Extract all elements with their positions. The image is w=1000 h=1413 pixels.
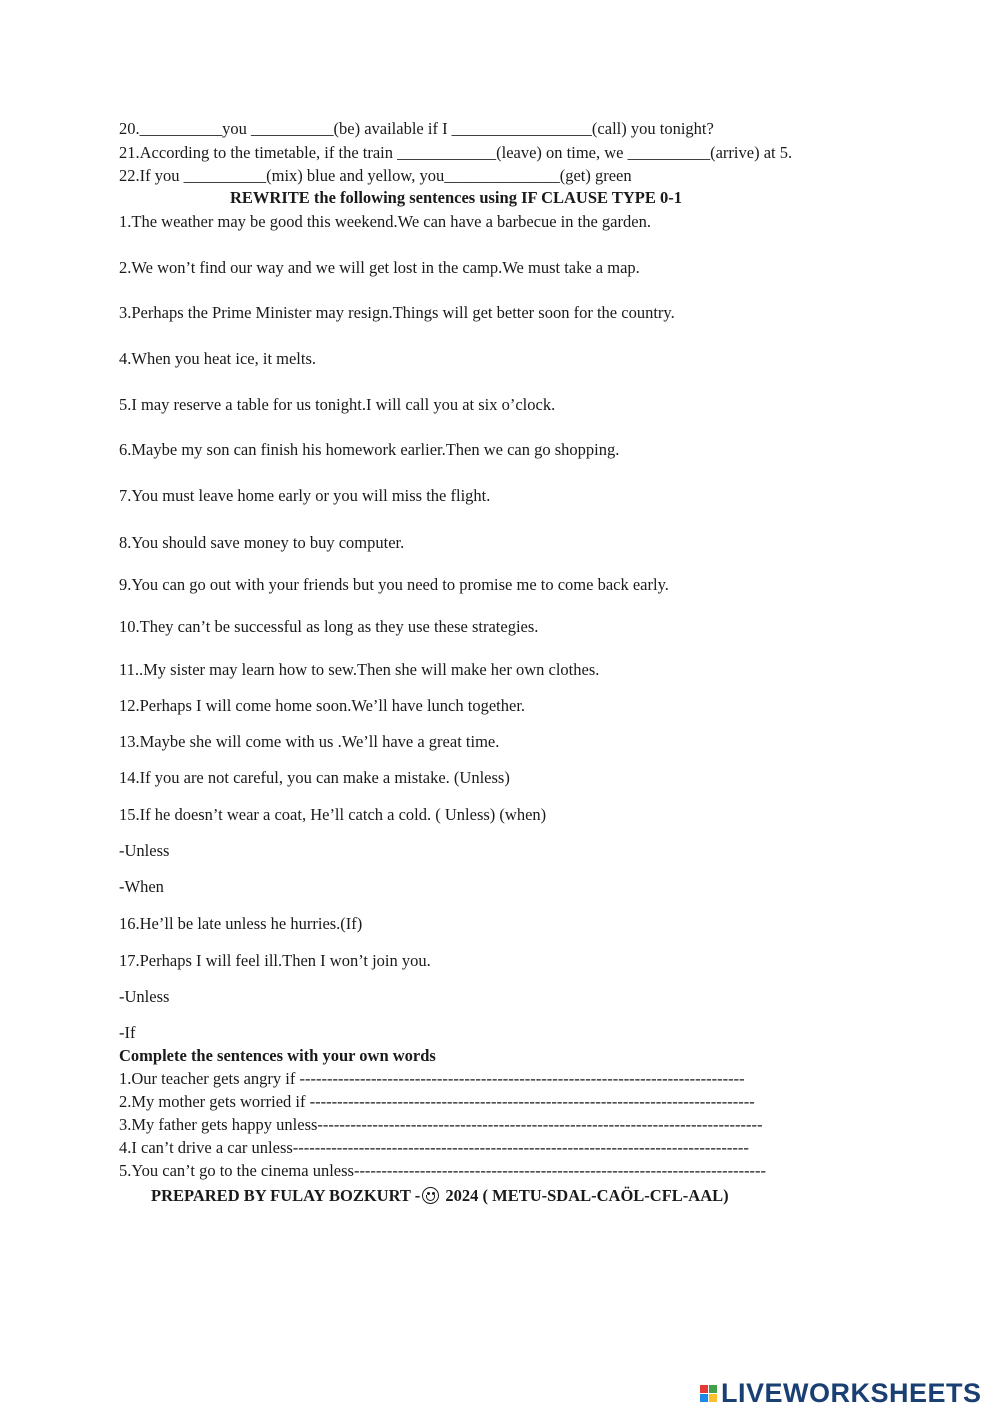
prepared-by-year-org: 2024 ( METU-SDAL-CAÖL-CFL-AAL) [441, 1186, 729, 1205]
liveworksheets-logo-text: LIVEWORKSHEETS [721, 1377, 982, 1408]
question-22: 22.If you __________(mix) blue and yellow, you______________(get) green [119, 166, 632, 185]
rewrite-item-3: 3.Perhaps the Prime Minister may resign.Things will get better soon for the country. [119, 303, 675, 322]
complete-heading: Complete the sentences with your own words [119, 1046, 436, 1065]
rewrite-item-8: 8.You should save money to buy computer. [119, 533, 405, 552]
rewrite-item-2: 2.We won’t find our way and we will get lost in the camp.We must take a map. [119, 258, 640, 277]
complete-item-3: 3.My father gets happy unless--------------------------------------------------------------------------------- [119, 1115, 763, 1134]
rewrite-sub-if: -If [119, 1023, 136, 1042]
question-20: 20.__________you __________(be) available if I _________________(call) you tonight? [119, 119, 714, 138]
rewrite-sub-when: -When [119, 877, 164, 896]
complete-item-2: 2.My mother gets worried if --------------------------------------------------------------------------------- [119, 1092, 755, 1111]
rewrite-item-4: 4.When you heat ice, it melts. [119, 349, 317, 368]
rewrite-item-16: 16.He’ll be late unless he hurries.(If) [119, 914, 363, 933]
rewrite-item-17: 17.Perhaps I will feel ill.Then I won’t join you. [119, 951, 431, 970]
rewrite-item-12: 12.Perhaps I will come home soon.We’ll have lunch together. [119, 696, 526, 715]
prepared-by-footer [151, 1186, 729, 1206]
rewrite-item-7: 7.You must leave home early or you will miss the flight. [119, 486, 491, 505]
rewrite-sub-unless-2: -Unless [119, 987, 170, 1006]
rewrite-item-9: 9.You can go out with your friends but you need to promise me to come back early. [119, 575, 669, 594]
liveworksheets-logo-icon [700, 1385, 717, 1402]
rewrite-sub-unless-1: -Unless [119, 841, 170, 860]
smiley-face-icon [422, 1187, 439, 1204]
rewrite-item-5: 5.I may reserve a table for us tonight.I will call you at six o’clock. [119, 395, 556, 414]
rewrite-item-10: 10.They can’t be successful as long as they use these strategies. [119, 617, 539, 636]
rewrite-item-11: 11..My sister may learn how to sew.Then she will make her own clothes. [119, 660, 600, 679]
rewrite-item-14: 14.If you are not careful, you can make a mistake. (Unless) [119, 768, 510, 787]
complete-item-1: 1.Our teacher gets angry if --------------------------------------------------------------------------------- [119, 1069, 745, 1088]
complete-item-5: 5.You can’t go to the cinema unless--------------------------------------------------------------------------- [119, 1161, 767, 1180]
prepared-by-label: PREPARED BY FULAY BOZKURT - [151, 1186, 421, 1205]
question-21: 21.According to the timetable, if the train ____________(leave) on time, we __________(arrive) at 5. [119, 143, 793, 162]
rewrite-item-1: 1.The weather may be good this weekend.We can have a barbecue in the garden. [119, 212, 651, 231]
rewrite-heading: REWRITE the following sentences using IF CLAUSE TYPE 0-1 [230, 188, 682, 207]
rewrite-item-6: 6.Maybe my son can finish his homework earlier.Then we can go shopping. [119, 440, 620, 459]
rewrite-item-13: 13.Maybe she will come with us .We’ll have a great time. [119, 732, 500, 751]
rewrite-item-15: 15.If he doesn’t wear a coat, He’ll catch a cold. ( Unless) (when) [119, 805, 547, 824]
complete-item-4: 4.I can’t drive a car unless----------------------------------------------------------------------------------- [119, 1138, 749, 1157]
liveworksheets-logo [700, 1376, 982, 1410]
